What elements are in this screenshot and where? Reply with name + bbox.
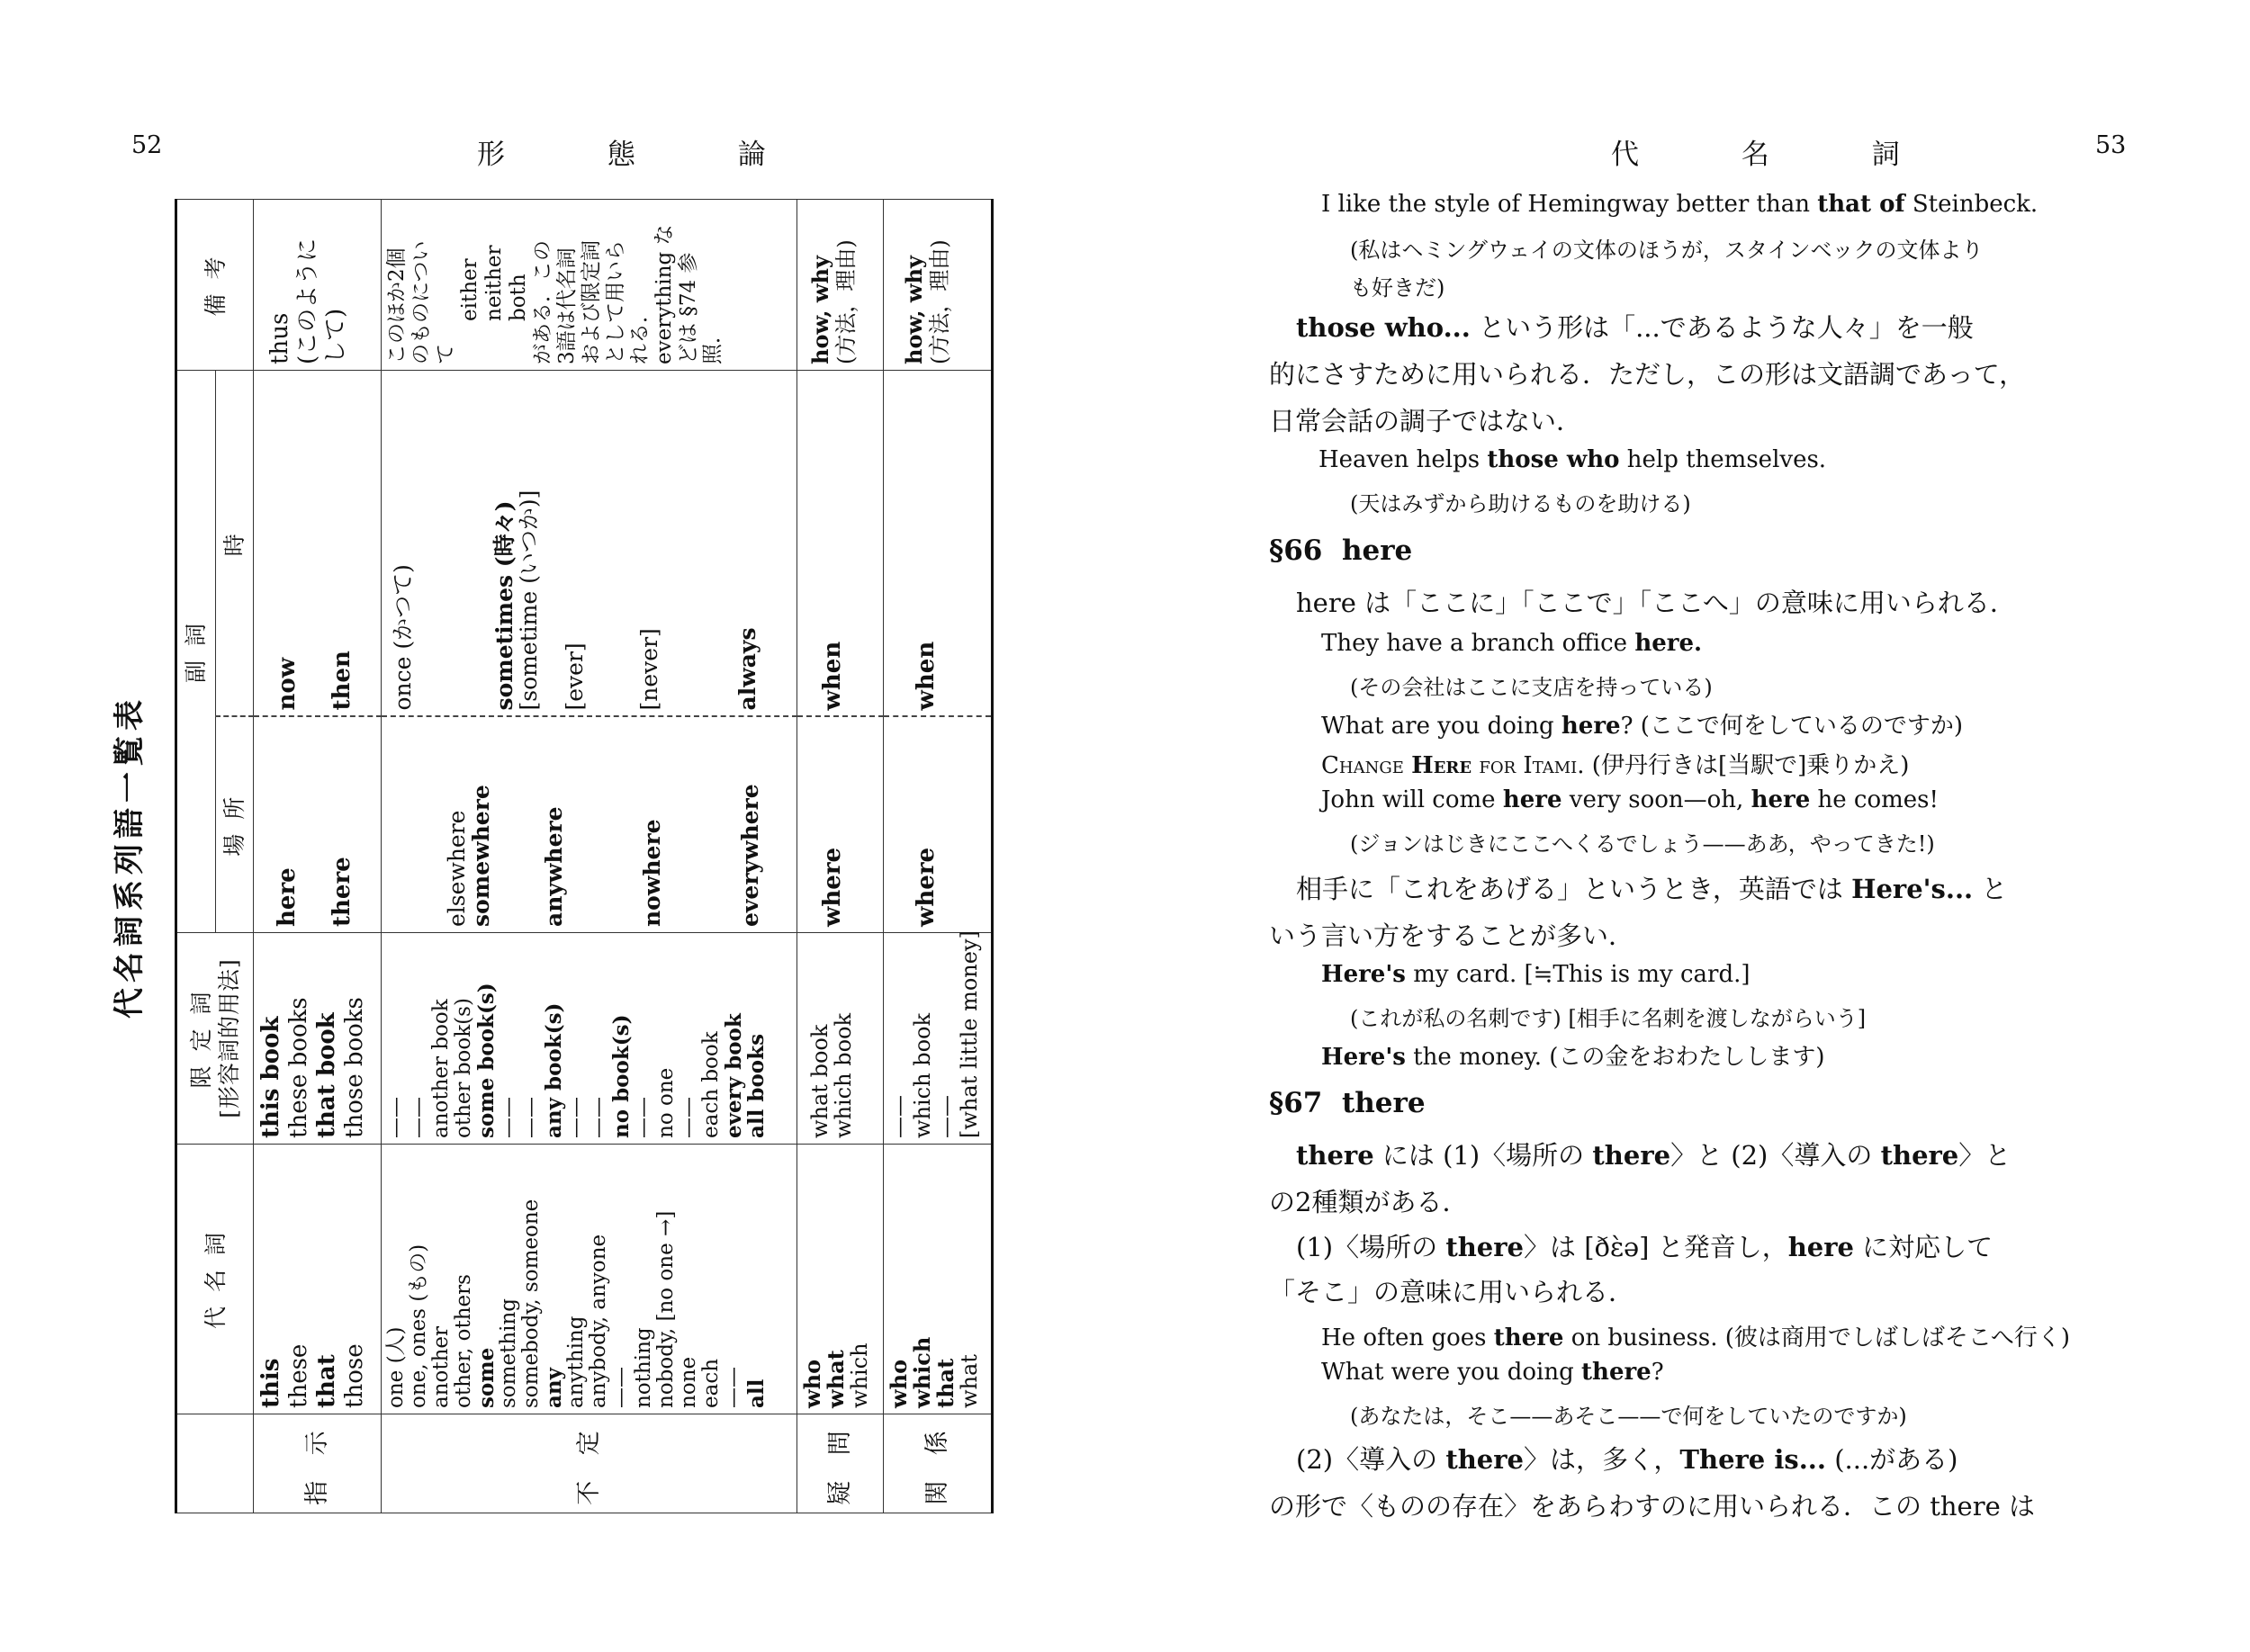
category-interrogative: 疑 問 (796, 1414, 883, 1513)
pronoun-series-table (175, 199, 994, 1513)
determiner-entry: [what little money] (956, 930, 982, 1138)
pronoun-entry: that (932, 1358, 958, 1408)
translation-line: (あなたは，そこ——あそこ——で何をしていたのですか) (1350, 1404, 1907, 1429)
pronoun-entry: —— (721, 1367, 745, 1408)
place-entry: somewhere (467, 785, 494, 927)
text-bold: those who (1296, 312, 1444, 343)
determiner-entry: —— (631, 1097, 655, 1138)
table-caption: 代名詞系列語一覧表 (112, 695, 148, 1019)
determiner-entry: —— (406, 1097, 430, 1138)
text-bold: ... (1443, 312, 1471, 343)
example-line (1321, 1319, 2070, 1352)
section-heading-66 (1269, 534, 1412, 567)
text-bold: here (1787, 1232, 1854, 1262)
pronoun-cell (381, 1145, 796, 1414)
time-cell (381, 370, 796, 716)
time-entry: when (912, 641, 940, 711)
remarks-entry: (方法，理由) (926, 239, 952, 364)
text: What are you doing (1321, 713, 1562, 740)
table-row-relative (883, 199, 992, 1513)
category-indefinite: 不 定 (381, 1414, 796, 1513)
text: He often goes (1321, 1324, 1494, 1351)
determiner-cell (883, 930, 992, 1145)
determiner-entry: —— (563, 1097, 588, 1138)
text: help themselves. (1619, 446, 1827, 473)
section-number: §66 (1269, 534, 1323, 567)
header-determiner-sub: [形容詞的用法] (216, 958, 243, 1118)
determiner-entry: —— (518, 1097, 543, 1138)
pronoun-entry: this (257, 1358, 285, 1408)
text: the money. (この金をおわたしします) (1405, 1044, 1825, 1071)
pronoun-entry: one (人) (383, 1326, 408, 1408)
text: What were you doing (1321, 1359, 1582, 1386)
pronoun-entry: which (846, 1342, 872, 1408)
right-page (1125, 0, 2250, 1652)
header-blank (176, 1414, 254, 1513)
header-adverb-time: 時 (215, 370, 254, 716)
pronoun-entry: something (496, 1297, 520, 1408)
determiner-entry: —— (496, 1097, 520, 1138)
pronoun-entry: these (285, 1343, 313, 1408)
header-determiner-label: 限 定 詞 (188, 988, 215, 1089)
place-entry: anywhere (540, 806, 567, 927)
example-line (1321, 961, 1750, 988)
pronoun-entry: any (541, 1368, 566, 1408)
text: ? (ここで何をしているのですか) (1620, 713, 1964, 740)
determiner-cell (796, 933, 883, 1145)
text: に対応して (1853, 1232, 1994, 1262)
pronoun-table-wrapper (112, 200, 994, 1513)
section-title: here (1341, 534, 1413, 567)
translation-line: (これが私の名刺です) [相手に名刺を渡しながらいう] (1350, 1006, 1867, 1031)
text: と (1973, 874, 2008, 904)
time-entry: always (734, 627, 760, 711)
remarks-entry: how, why (806, 256, 833, 364)
translation-line: (私はヘミングウェイの文体のほうが，スタインベックの文体より (1350, 238, 1984, 263)
pronoun-entry: —— (608, 1367, 633, 1408)
example-line (1318, 446, 1826, 473)
page-number-right: 53 (2095, 131, 2127, 159)
determiner-entry: these books (285, 997, 313, 1138)
pronoun-entry: anybody, anyone (586, 1234, 610, 1408)
translation-line: (その会社はここに支店を持っている) (1350, 675, 1713, 700)
remarks-cell (381, 199, 796, 370)
time-entry: now (274, 657, 302, 711)
example-line (1321, 1359, 1664, 1386)
pronoun-entry: anything (563, 1315, 588, 1408)
text-bold: Here's... (1851, 874, 1974, 904)
determiner-entry: no book(s) (608, 1014, 634, 1138)
time-entry: once (かつて) (389, 564, 416, 711)
place-cell (796, 717, 883, 933)
remarks-entry: (方法，理由) (832, 239, 859, 364)
text: he comes! (1810, 786, 1939, 813)
determiner-entry: any book(s) (541, 1002, 566, 1138)
category-relative: 関 係 (883, 1414, 992, 1513)
remarks-cell (883, 199, 992, 370)
example-line (1321, 1038, 1825, 1072)
remarks-entry: neither (482, 245, 506, 321)
pronoun-cell (883, 1145, 992, 1414)
determiner-entry: —— (932, 1095, 958, 1138)
pronoun-entry: who (885, 1359, 912, 1408)
place-entry: nowhere (638, 819, 665, 927)
body-line: 「そこ」の意味に用いられる． (1269, 1277, 1635, 1307)
example-line (1321, 707, 1963, 741)
running-head-left: 形 態 論 (477, 139, 813, 171)
determiner-entry: each book (698, 1031, 723, 1138)
determiner-entry: other book(s) (451, 998, 475, 1138)
text: (伊丹行きは[当駅で]乗りかえ) (1584, 752, 1910, 779)
place-entry: everywhere (736, 784, 763, 927)
time-entry: then (328, 651, 356, 711)
text: John will come (1321, 786, 1503, 813)
text: Heaven helps (1318, 446, 1488, 473)
pronoun-entry: that (313, 1354, 341, 1408)
table-row-indefinite (381, 199, 796, 1513)
pronoun-cell (254, 1145, 382, 1414)
body-line (1296, 1440, 1958, 1477)
text: very soon—oh, (1562, 786, 1751, 813)
header-determiner (176, 933, 254, 1145)
text-bold: Here's (1321, 1044, 1406, 1071)
remarks-cell (254, 199, 382, 370)
body-line: 的にさすために用いられる．ただし，この形は文語調であって， (1269, 359, 2026, 390)
table-row-demonstrative (254, 199, 382, 1513)
remarks-entry: 照． (700, 322, 724, 364)
running-head-right: 代 名 詞 (1611, 139, 1947, 171)
time-cell (254, 370, 382, 716)
remarks-entry: 3語は代名詞 (554, 247, 579, 364)
category-demonstrative: 指 示 (254, 1414, 382, 1513)
determiner-entry: some book(s) (473, 983, 499, 1138)
remarks-entry: のものについ (409, 240, 433, 364)
determiner-entry: another book (428, 999, 453, 1138)
text: They have a branch office (1321, 630, 1635, 657)
time-entry: [never] (635, 628, 662, 711)
body-line: here は「ここに」「ここで」「ここへ」の意味に用いられる． (1296, 588, 2016, 618)
pronoun-entry: each (698, 1358, 723, 1408)
text-bold: there (1445, 1444, 1524, 1475)
text: on business. (彼は商用でしばしばそこへ行く) (1563, 1324, 2071, 1351)
example-line (1321, 191, 2038, 218)
text-bold: that of (1817, 191, 1905, 218)
text: I like the style of Hemingway better than (1321, 191, 1818, 218)
determiner-entry: —— (676, 1097, 700, 1138)
determiner-entry: what book (806, 1024, 832, 1138)
text: 〉と (2)〈導入の (1670, 1140, 1881, 1171)
remarks-entry: がある．この (530, 239, 554, 364)
pronoun-table-rotated (112, 200, 994, 1513)
place-entry: here (274, 867, 302, 927)
text-bold: there (1296, 1140, 1374, 1171)
page-number-left: 52 (131, 131, 163, 159)
body-line: の2種類がある． (1269, 1187, 1469, 1217)
translation-line: (天はみずから助けるものを助ける) (1350, 491, 1691, 516)
text-bold: here. (1634, 630, 1703, 657)
text: (...がある) (1825, 1444, 1958, 1475)
text-bold: there (1493, 1324, 1564, 1351)
remarks-entry: thus (266, 312, 294, 364)
text: Steinbeck. (1904, 191, 2038, 218)
section-heading-67 (1269, 1087, 1426, 1119)
determiner-entry: —— (586, 1097, 610, 1138)
text-bold: here (1561, 713, 1621, 740)
time-cell (883, 370, 992, 716)
remarks-cell (796, 199, 883, 370)
pronoun-entry: some (473, 1347, 499, 1408)
remarks-entry: として用いら (603, 239, 627, 364)
time-entry: [ever] (561, 642, 588, 711)
remarks-entry: everything な (652, 224, 676, 364)
place-entry: where (818, 847, 846, 927)
remarks-entry: および限定詞 (579, 239, 603, 364)
pronoun-entry: none (676, 1356, 700, 1408)
text: 〉は，多く， (1523, 1444, 1680, 1475)
place-entry: where (912, 847, 940, 927)
text: 相手に「これをあげる」というとき，英語では (1296, 874, 1852, 904)
determiner-entry: —— (886, 1095, 912, 1138)
pronoun-entry: nothing (631, 1327, 655, 1408)
text-bold: there (1445, 1232, 1524, 1262)
text-bold: Here (1411, 752, 1472, 779)
remarks-entry: either (457, 258, 482, 321)
remarks-entry: how, why (900, 256, 927, 364)
header-pronoun: 代 名 詞 (176, 1145, 254, 1414)
example-line (1321, 747, 1909, 780)
text-bold: there (1581, 1359, 1652, 1386)
translation-line: も好きだ) (1350, 275, 1445, 301)
text: 〉と (1958, 1140, 2012, 1171)
text-bold: Here's (1321, 961, 1406, 988)
determiner-entry: no one (653, 1067, 678, 1138)
remarks-entry: して) (322, 308, 350, 364)
pronoun-entry: what (822, 1350, 849, 1408)
body-line: の形で〈ものの存在〉をあらわすのに用いられる．この there は (1269, 1491, 2035, 1522)
remarks-entry: both (506, 274, 530, 321)
example-line (1321, 786, 1939, 813)
place-cell (254, 717, 382, 933)
pronoun-entry: which (908, 1336, 935, 1408)
pronoun-entry: all (743, 1378, 769, 1408)
body-line: いう言い方をすることが多い． (1269, 920, 1635, 951)
time-entry: sometimes (時々) (490, 500, 518, 711)
pronoun-entry: another (428, 1325, 453, 1408)
text: (1)〈場所の (1296, 1232, 1446, 1262)
time-cell (796, 370, 883, 716)
remarks-entry: れる． (627, 301, 652, 364)
text-bold: there (1880, 1140, 1959, 1171)
pronoun-entry: those (341, 1343, 369, 1408)
time-entry: when (818, 641, 846, 711)
pronoun-cell (796, 1145, 883, 1414)
pronoun-entry: somebody, someone (518, 1199, 543, 1408)
text: (2)〈導入の (1296, 1444, 1446, 1475)
remarks-entry: て (433, 343, 457, 364)
remarks-entry: (このように (294, 238, 322, 364)
determiner-entry: which book (909, 1012, 935, 1138)
header-adverb: 副 詞 (176, 370, 216, 932)
text: 〉は [ðɛ̀ə] と発音し， (1523, 1232, 1788, 1262)
time-entry: [sometime (いつか)] (515, 489, 542, 711)
determiner-entry: —— (383, 1097, 408, 1138)
header-remarks: 備 考 (176, 199, 254, 370)
table-row-interrogative (796, 199, 883, 1513)
pronoun-entry: other, others (451, 1274, 475, 1408)
place-cell (381, 717, 796, 933)
pronoun-entry: nobody, [no one →] (653, 1210, 678, 1408)
text-bold: There is... (1679, 1444, 1826, 1475)
text-bold: here (1750, 786, 1811, 813)
pronoun-entry: one, ones (もの) (406, 1243, 430, 1408)
body-line (1296, 869, 2007, 906)
body-line (1296, 1227, 1993, 1264)
table-header-row (176, 199, 216, 1513)
place-entry: there (328, 857, 356, 927)
determiner-cell (381, 933, 796, 1145)
translation-line: (ジョンはじきにここへくるでしょう——ああ，やってきた!) (1350, 831, 1935, 857)
text: ? (1651, 1359, 1664, 1386)
place-entry: elsewhere (443, 810, 470, 927)
remarks-entry: このほか2個 (384, 247, 409, 364)
place-cell (883, 717, 992, 933)
text: という形は「...であるような人々」を一般 (1470, 312, 1974, 343)
remarks-entry: どは §74 参 (676, 252, 700, 364)
text: my card. [≒This is my card.] (1405, 961, 1750, 988)
body-line (1296, 1136, 2011, 1172)
body-line (1296, 308, 1974, 345)
header-adverb-place: 場 所 (215, 717, 254, 933)
text-smallcaps: for Itami. (1472, 752, 1585, 779)
determiner-entry: this book (257, 1016, 285, 1138)
section-number: §67 (1269, 1087, 1323, 1119)
determiner-entry: that book (313, 1012, 341, 1138)
example-line (1321, 630, 1702, 657)
text: には (1)〈場所の (1373, 1140, 1593, 1171)
body-line: 日常会話の調子ではない． (1269, 406, 1583, 436)
pronoun-entry: what (956, 1354, 982, 1408)
determiner-entry: those books (341, 997, 369, 1138)
determiner-entry: every book (721, 1013, 746, 1138)
determiner-entry: which book (830, 1012, 856, 1138)
determiner-entry: all books (743, 1033, 769, 1138)
section-title: there (1341, 1087, 1426, 1119)
text-smallcaps: Change (1321, 752, 1412, 779)
determiner-cell (254, 933, 382, 1145)
text-bold: those who (1487, 446, 1620, 473)
pronoun-entry: who (798, 1359, 825, 1408)
text-bold: here (1502, 786, 1562, 813)
text-bold: there (1592, 1140, 1671, 1171)
